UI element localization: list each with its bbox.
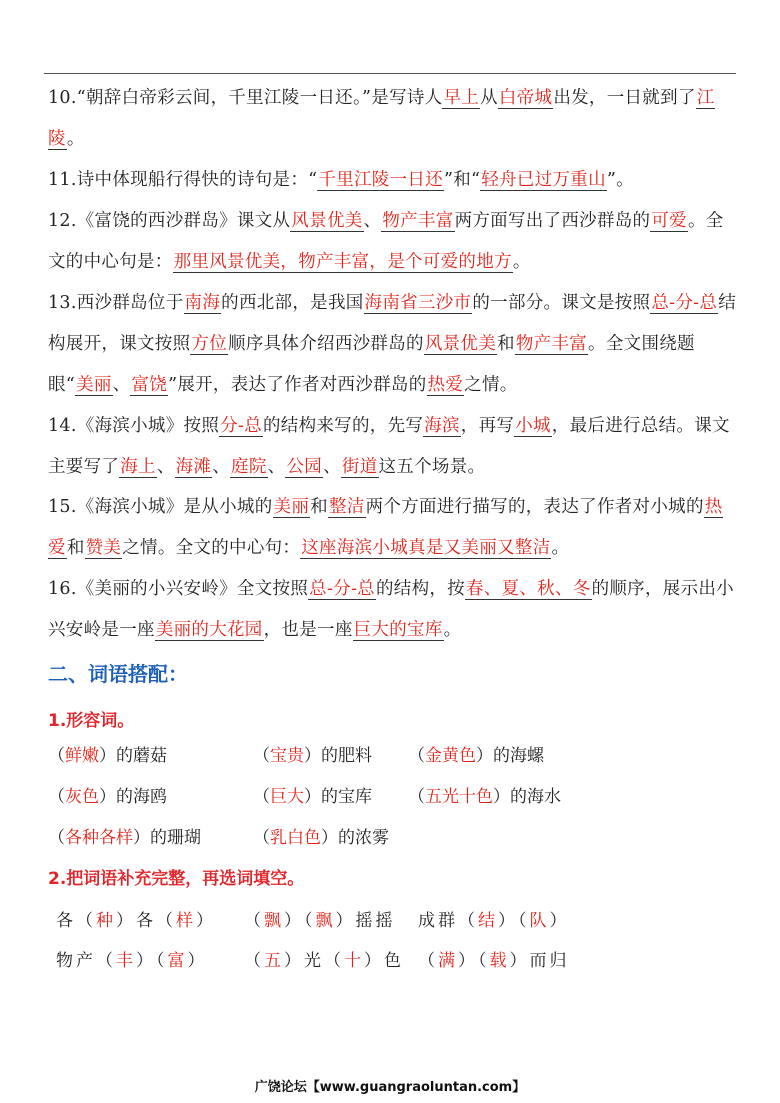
idiom-text: ）光（ bbox=[284, 951, 344, 971]
item-text: 顺序具体介绍西沙群岛的 bbox=[228, 334, 424, 354]
answer-text: 白帝城 bbox=[498, 88, 553, 108]
adjective-pair bbox=[253, 741, 372, 766]
item-text: ”展开，表达了作者对西沙群岛的 bbox=[168, 375, 427, 395]
answer-text: 整洁 bbox=[328, 497, 365, 517]
answer-word: 乳白色 bbox=[270, 828, 321, 848]
item-text: 和 bbox=[310, 497, 328, 517]
item-text: 。 bbox=[512, 252, 531, 272]
pair-text: （ bbox=[408, 746, 425, 766]
answer-text: 美丽的大花园 bbox=[155, 620, 263, 640]
item-text: 、 bbox=[363, 211, 382, 231]
item-text: 出发，一日就到了 bbox=[553, 88, 696, 108]
answer-text: 物产丰富 bbox=[382, 211, 454, 231]
pair-text: （ bbox=[48, 746, 65, 766]
item-text: 、 bbox=[156, 457, 175, 477]
top-rule bbox=[44, 73, 736, 74]
answer-text: 庭院 bbox=[231, 457, 267, 477]
adjective-pair bbox=[48, 823, 201, 848]
item-text: 两方面写出了西沙群岛的 bbox=[454, 211, 651, 231]
answer-text: 千里江陵一日还 bbox=[318, 170, 443, 190]
pair-text: （ bbox=[253, 746, 270, 766]
idiom-text: ）（ bbox=[136, 951, 168, 971]
pair-text: （ bbox=[48, 787, 65, 807]
item-text: 的西北部，是我国 bbox=[221, 293, 364, 313]
answer-text: 可爱 bbox=[651, 211, 687, 231]
answer-word: 飘 bbox=[264, 911, 284, 931]
idiom-text: ） bbox=[196, 911, 216, 931]
item-11 bbox=[48, 160, 736, 201]
idiom-text: ）（ bbox=[498, 911, 530, 931]
idiom-text: （ bbox=[418, 951, 438, 971]
pair-text: ）的海螺 bbox=[476, 746, 544, 766]
answer-text: 赞美 bbox=[85, 538, 122, 558]
item-text: 的结构来写的，先写 bbox=[262, 416, 424, 436]
item-14 bbox=[48, 406, 736, 488]
answer-text: 美丽 bbox=[76, 375, 112, 395]
answer-text: 轻舟已过万重山 bbox=[481, 170, 606, 190]
answer-text: 早上 bbox=[443, 88, 480, 108]
answer-text: 街道 bbox=[341, 457, 378, 477]
idiom-text: 物产（ bbox=[56, 951, 116, 971]
idiom-text: ）色 bbox=[364, 951, 404, 971]
item-text: 15.《海滨小城》是从小城的 bbox=[48, 497, 273, 517]
item-15 bbox=[48, 487, 736, 569]
idiom-completion bbox=[244, 906, 396, 931]
item-text: 。全文围绕题眼“ bbox=[48, 334, 695, 395]
answer-text: 总-分-总 bbox=[651, 293, 718, 313]
item-text: 之情。 bbox=[464, 375, 518, 395]
answer-word: 满 bbox=[438, 951, 458, 971]
item-text: 结构展开，课文按照 bbox=[48, 293, 736, 354]
idiom-text: ）各（ bbox=[116, 911, 176, 931]
item-text: ，最后进行总结。课文主要写了 bbox=[48, 416, 730, 477]
answer-word: 队 bbox=[529, 911, 550, 931]
item-16 bbox=[48, 569, 736, 651]
pair-text: ）的蘑菇 bbox=[99, 746, 167, 766]
answer-text: 江陵 bbox=[48, 88, 715, 149]
idiom-completion bbox=[418, 906, 570, 931]
item-text: 11.诗中体现船行得快的诗句是：“ bbox=[48, 170, 318, 190]
item-text: 12.《富饶的西沙群岛》课文从 bbox=[48, 211, 291, 231]
item-text: 这五个场景。 bbox=[378, 457, 486, 477]
idiom-text: ）（ bbox=[284, 911, 316, 931]
answer-word: 五 bbox=[264, 951, 284, 971]
idiom-completion bbox=[56, 906, 216, 931]
item-text: 16.《美丽的小兴安岭》全文按照 bbox=[48, 579, 309, 599]
idiom-text: ）（ bbox=[458, 951, 490, 971]
item-text: 的顺序，展示出小兴安岭是一座 bbox=[48, 579, 734, 640]
pair-text: （ bbox=[253, 787, 270, 807]
item-text: 14.《海滨小城》按照 bbox=[48, 416, 220, 436]
answer-text: 公园 bbox=[286, 457, 323, 477]
adjective-pair bbox=[408, 741, 544, 766]
answer-text: 这座海滨小城真是又美丽又整洁 bbox=[301, 538, 551, 558]
answer-text: 美丽 bbox=[273, 497, 310, 517]
item-text: 两个方面进行描写的，表达了作者对小城的 bbox=[365, 497, 704, 517]
answer-text: 富饶 bbox=[131, 375, 168, 395]
idiom-text: （ bbox=[244, 951, 264, 971]
answer-text: 风景优美 bbox=[291, 211, 363, 231]
answer-word: 富 bbox=[167, 951, 188, 971]
item-12 bbox=[48, 201, 736, 283]
item-text: 。 bbox=[66, 129, 85, 149]
item-10 bbox=[48, 78, 736, 160]
adjective-pair bbox=[48, 782, 167, 807]
item-text: 、 bbox=[212, 457, 231, 477]
item-text: 10.“朝辞白帝彩云间，千里江陵一日还。”是写诗人 bbox=[48, 88, 443, 108]
item-text: ，再写 bbox=[460, 416, 515, 436]
answer-word: 鲜嫩 bbox=[65, 746, 99, 766]
adjective-pair bbox=[48, 741, 167, 766]
answer-text: 物产丰富 bbox=[515, 334, 588, 354]
answer-text: 方位 bbox=[191, 334, 228, 354]
answer-word: 种 bbox=[96, 911, 116, 931]
answer-text: 热爱 bbox=[427, 375, 464, 395]
answer-text: 总-分-总 bbox=[309, 579, 375, 599]
item-text: 的结构，按 bbox=[375, 579, 465, 599]
subsection-adjectives-heading: 1.形容词。 bbox=[48, 711, 135, 731]
item-text: ，也是一座 bbox=[263, 620, 353, 640]
answer-text: 小城 bbox=[515, 416, 551, 436]
idiom-text: ） bbox=[187, 951, 208, 971]
item-text: 的一部分。课文是按照 bbox=[472, 293, 651, 313]
answer-text: 那里风景优美，物产丰富，是个可爱的地方 bbox=[173, 252, 512, 272]
item-text: 和 bbox=[66, 538, 85, 558]
answer-word: 五光十色 bbox=[425, 787, 493, 807]
answer-text: 海上 bbox=[120, 457, 156, 477]
item-text: 。 bbox=[551, 538, 570, 558]
answer-word: 十 bbox=[344, 951, 364, 971]
idiom-completion bbox=[56, 946, 208, 971]
adjective-pair bbox=[408, 782, 561, 807]
pair-text: ）的宝库 bbox=[304, 787, 372, 807]
answer-text: 风景优美 bbox=[424, 334, 497, 354]
item-text: 。全文的中心句是： bbox=[48, 211, 724, 272]
answer-text: 南海 bbox=[184, 293, 221, 313]
idiom-text: ）摇摇 bbox=[335, 911, 396, 931]
idiom-text: 各（ bbox=[56, 911, 96, 931]
pair-text: （ bbox=[408, 787, 425, 807]
pair-text: ）的海鸥 bbox=[99, 787, 167, 807]
adjective-pair bbox=[253, 823, 389, 848]
answer-text: 海滨 bbox=[424, 416, 460, 436]
answer-word: 载 bbox=[489, 951, 510, 971]
item-text: 之情。全文的中心句： bbox=[122, 538, 301, 558]
item-text: 和 bbox=[497, 334, 515, 354]
pair-text: ）的海水 bbox=[493, 787, 561, 807]
pair-text: ）的肥料 bbox=[304, 746, 372, 766]
answer-text: 海南省三沙市 bbox=[364, 293, 472, 313]
answer-word: 各种各样 bbox=[65, 828, 133, 848]
answer-text: 热爱 bbox=[48, 497, 723, 558]
adjective-pair bbox=[253, 782, 372, 807]
idiom-text: ） bbox=[549, 911, 570, 931]
item-text: 13.西沙群岛位于 bbox=[48, 293, 184, 313]
item-text: ”。 bbox=[606, 170, 634, 190]
item-text: 。 bbox=[443, 620, 462, 640]
answer-text: 春、夏、秋、冬 bbox=[465, 579, 591, 599]
answer-text: 巨大的宝库 bbox=[353, 620, 443, 640]
item-text: 、 bbox=[323, 457, 341, 477]
item-text: ”和“ bbox=[444, 170, 481, 190]
idiom-completion bbox=[418, 946, 570, 971]
idiom-text: 成群（ bbox=[418, 911, 478, 931]
idiom-text: ）而归 bbox=[509, 951, 570, 971]
pair-text: ）的浓雾 bbox=[321, 828, 389, 848]
pair-text: （ bbox=[48, 828, 65, 848]
answer-word: 样 bbox=[176, 911, 196, 931]
answer-word: 飘 bbox=[315, 911, 336, 931]
item-text: 、 bbox=[267, 457, 286, 477]
section-2-heading: 二、词语搭配： bbox=[48, 662, 188, 686]
answer-text: 海滩 bbox=[175, 457, 212, 477]
answer-word: 宝贵 bbox=[270, 746, 304, 766]
answer-word: 灰色 bbox=[65, 787, 99, 807]
item-text: 从 bbox=[480, 88, 498, 108]
answer-word: 巨大 bbox=[270, 787, 304, 807]
answer-word: 丰 bbox=[116, 951, 136, 971]
subsection-fill-words-heading: 2.把词语补充完整，再选词填空。 bbox=[48, 869, 305, 889]
answer-text: 分-总 bbox=[220, 416, 262, 436]
answer-word: 结 bbox=[478, 911, 498, 931]
answer-word: 金黄色 bbox=[425, 746, 476, 766]
pair-text: ）的珊瑚 bbox=[133, 828, 201, 848]
item-text: 、 bbox=[112, 375, 131, 395]
item-13 bbox=[48, 283, 736, 406]
idiom-completion bbox=[244, 946, 404, 971]
pair-text: （ bbox=[253, 828, 270, 848]
footer-site-label: 广饶论坛【www.guangraoluntan.com】 bbox=[254, 1080, 526, 1095]
idiom-text: （ bbox=[244, 911, 264, 931]
